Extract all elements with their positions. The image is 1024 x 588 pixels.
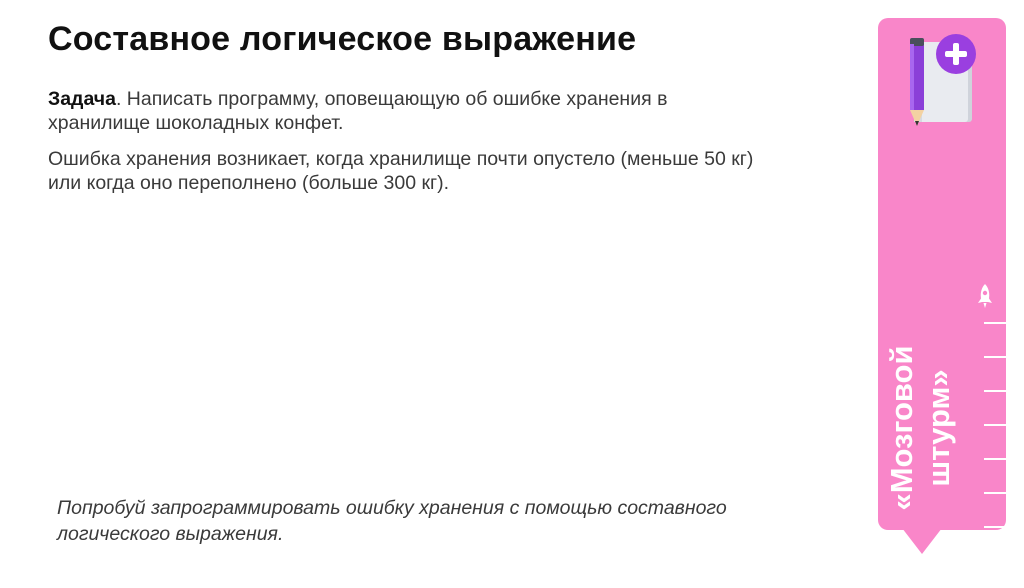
ruler-tick <box>984 424 1006 426</box>
ruler-tick <box>984 322 1006 324</box>
brainstorm-label <box>880 268 960 588</box>
condition-paragraph: Ошибка хранения возникает, когда хранилище почти опустело (меньше 50 кг) или когда оно переполнено (больше 300 кг). <box>48 148 754 194</box>
ruler-tick <box>984 526 1006 528</box>
hint-text: Попробуй запрограммировать ошибку хранения с помощью составного логического выражения. <box>57 497 727 545</box>
brainstorm-label-line1: «Мозговой <box>884 345 919 511</box>
task-block <box>48 87 768 207</box>
ruler-tick <box>984 390 1006 392</box>
ruler-tick <box>984 492 1006 494</box>
ruler-tick <box>984 458 1006 460</box>
slide-title: Составное логическое выражение <box>48 20 637 58</box>
task-paragraph <box>48 87 768 135</box>
brainstorm-label-line2: штурм» <box>921 369 956 487</box>
task-text: . Написать программу, оповещающую об ошибке хранения в хранилище шоколадных конфет. <box>48 88 668 134</box>
rocket-icon <box>975 283 995 314</box>
notebook-pencil-plus-icon <box>900 30 980 135</box>
task-label: Задача <box>48 88 116 110</box>
ruler-tick <box>984 356 1006 358</box>
